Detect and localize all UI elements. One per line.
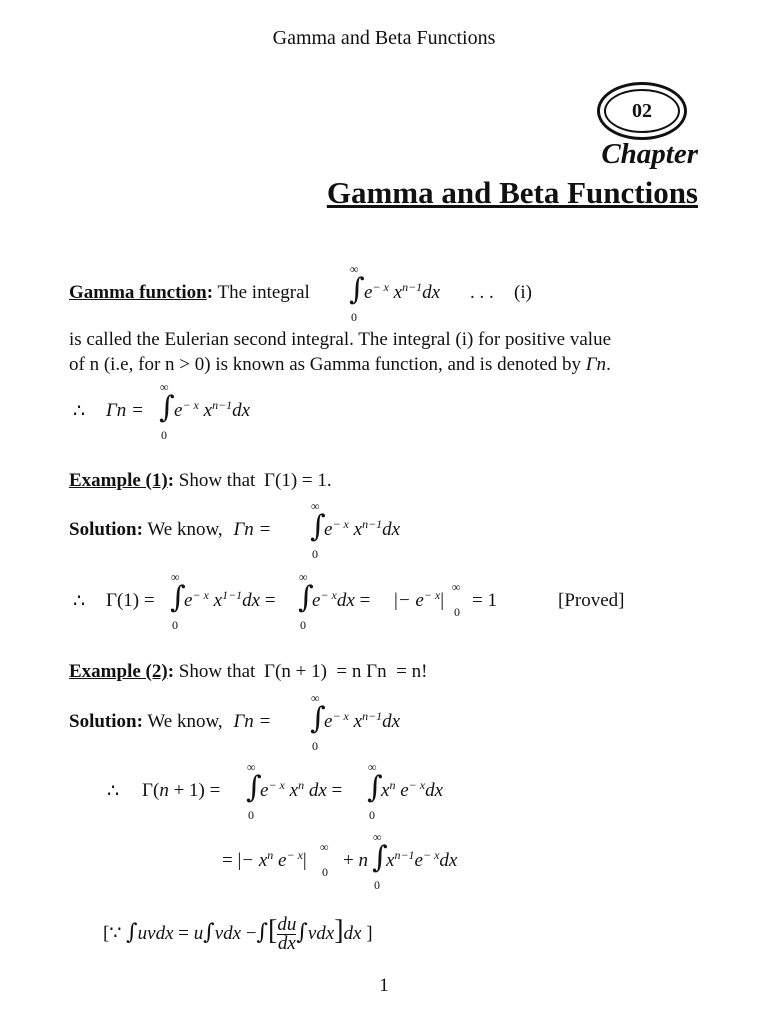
- integral-sign: ∫: [349, 272, 365, 307]
- lower-limit: 0: [454, 605, 460, 619]
- gamma-term: Gamma function: [69, 282, 207, 303]
- equation-ref: (i): [514, 282, 532, 303]
- integral-sign: ∫: [159, 390, 175, 425]
- lower-limit: 0: [312, 739, 318, 753]
- integral-sign: ∫: [310, 509, 326, 544]
- lower-limit: 0: [351, 310, 357, 324]
- integrand: $e^{- x}dx$ =: [312, 588, 371, 611]
- integral-sign: ∫: [170, 580, 186, 615]
- upper-limit: ∞: [320, 840, 329, 854]
- page-number: 1: [379, 975, 389, 996]
- integral-sign: ∫: [298, 580, 314, 615]
- gamma-1-lhs: Γ(1) =: [106, 590, 155, 611]
- plus-n-term: + n: [343, 850, 368, 871]
- upper-limit: ∞: [368, 760, 377, 774]
- proved-tag: [Proved]: [558, 590, 625, 611]
- therefore-symbol: ∴: [73, 401, 86, 422]
- integrand: $e^{- x}$ $x^{n-1}dx$: [364, 280, 441, 303]
- example-1-statement: Γ(1) = 1.: [264, 470, 332, 491]
- gamma-lead: The integral: [217, 282, 310, 303]
- example-1-result: = 1: [472, 590, 497, 611]
- lower-limit: 0: [374, 878, 380, 892]
- integrand: $e^{- x}$ $x^{n-1}dx$: [324, 517, 401, 540]
- chapter-title: Gamma and Beta Functions: [326, 175, 698, 210]
- upper-limit: ∞: [373, 830, 382, 844]
- running-header: Gamma and Beta Functions: [272, 27, 496, 49]
- integration-by-parts-line: = |− $x^n$ $e^{- x}|$: [222, 848, 307, 871]
- paragraph-line-2: of n (i.e, for n > 0) is known as Gamma function, and is denoted by Γn.: [69, 354, 611, 375]
- upper-limit: ∞: [452, 580, 461, 594]
- upper-limit: ∞: [311, 691, 320, 705]
- gamma-n-plus-1-lhs: Γ(n + 1) =: [142, 780, 221, 801]
- example-2-statement: Γ(n + 1) = n Γn = n!: [264, 661, 428, 682]
- upper-limit: ∞: [299, 570, 308, 584]
- integral-sign: ∫: [367, 770, 383, 805]
- lower-limit: 0: [312, 547, 318, 561]
- dots: . . .: [470, 282, 494, 303]
- solution-label: Solution:: [69, 519, 143, 540]
- paragraph-line-1: is called the Eulerian second integral. The integral (i) for positive value: [69, 329, 612, 350]
- integrand: $x^n$ $e^{- x}dx$: [381, 778, 443, 801]
- lower-limit: 0: [300, 618, 306, 632]
- upper-limit: ∞: [160, 380, 169, 394]
- lower-limit: 0: [172, 618, 178, 632]
- integrand: $x^{n-1}e^{- x}dx$: [386, 848, 458, 871]
- upper-limit: ∞: [171, 570, 180, 584]
- therefore-symbol: ∴: [73, 591, 86, 612]
- integral-sign: ∫: [372, 840, 388, 875]
- example-2-line: Example (2): Show that Γ(n + 1) = n Γn = n!: [69, 661, 428, 682]
- upper-limit: ∞: [247, 760, 256, 774]
- gamma-def-line: Gamma function: The integral: [69, 282, 310, 303]
- chapter-number: 02: [604, 89, 680, 133]
- chapter-label: Chapter: [601, 138, 698, 170]
- integrand: $e^{- x}$ $x^{1-1}dx$ =: [184, 588, 276, 611]
- upper-limit: ∞: [311, 499, 320, 513]
- integrand: $e^{- x}$ $x^n$ dx =: [260, 778, 343, 801]
- evaluated-term: |− $e^{- x}|$: [394, 588, 445, 611]
- integral-sign: ∫: [246, 770, 262, 805]
- lower-limit: 0: [248, 808, 254, 822]
- therefore-symbol: ∴: [107, 781, 120, 802]
- integrand: $e^{- x}$ $x^{n-1}dx$: [174, 398, 251, 421]
- solution-2-line: Solution: We know, Γn =: [69, 711, 272, 732]
- lower-limit: 0: [369, 808, 375, 822]
- example-1-label: Example (1): [69, 470, 168, 491]
- gamma-eq-lhs: Γn =: [106, 400, 144, 421]
- integral-sign: ∫: [310, 701, 326, 736]
- gamma-n-symbol: Γn: [585, 354, 607, 375]
- chapter-badge: [597, 82, 687, 140]
- example-2-label: Example (2): [69, 661, 168, 682]
- integrand: $e^{- x}$ $x^{n-1}dx$: [324, 709, 401, 732]
- solution-label: Solution:: [69, 711, 143, 732]
- integration-by-parts-hint: [∵ ∫uvdx = u∫vdx −∫[ $\frac{du}{dx}$ ∫vdx]dx ]: [103, 914, 373, 955]
- lower-limit: 0: [322, 865, 328, 879]
- solution-1-line: Solution: We know, Γn =: [69, 519, 272, 540]
- example-1-line: Example (1): Show that Γ(1) = 1.: [69, 470, 332, 491]
- lower-limit: 0: [161, 428, 167, 442]
- upper-limit: ∞: [350, 262, 359, 276]
